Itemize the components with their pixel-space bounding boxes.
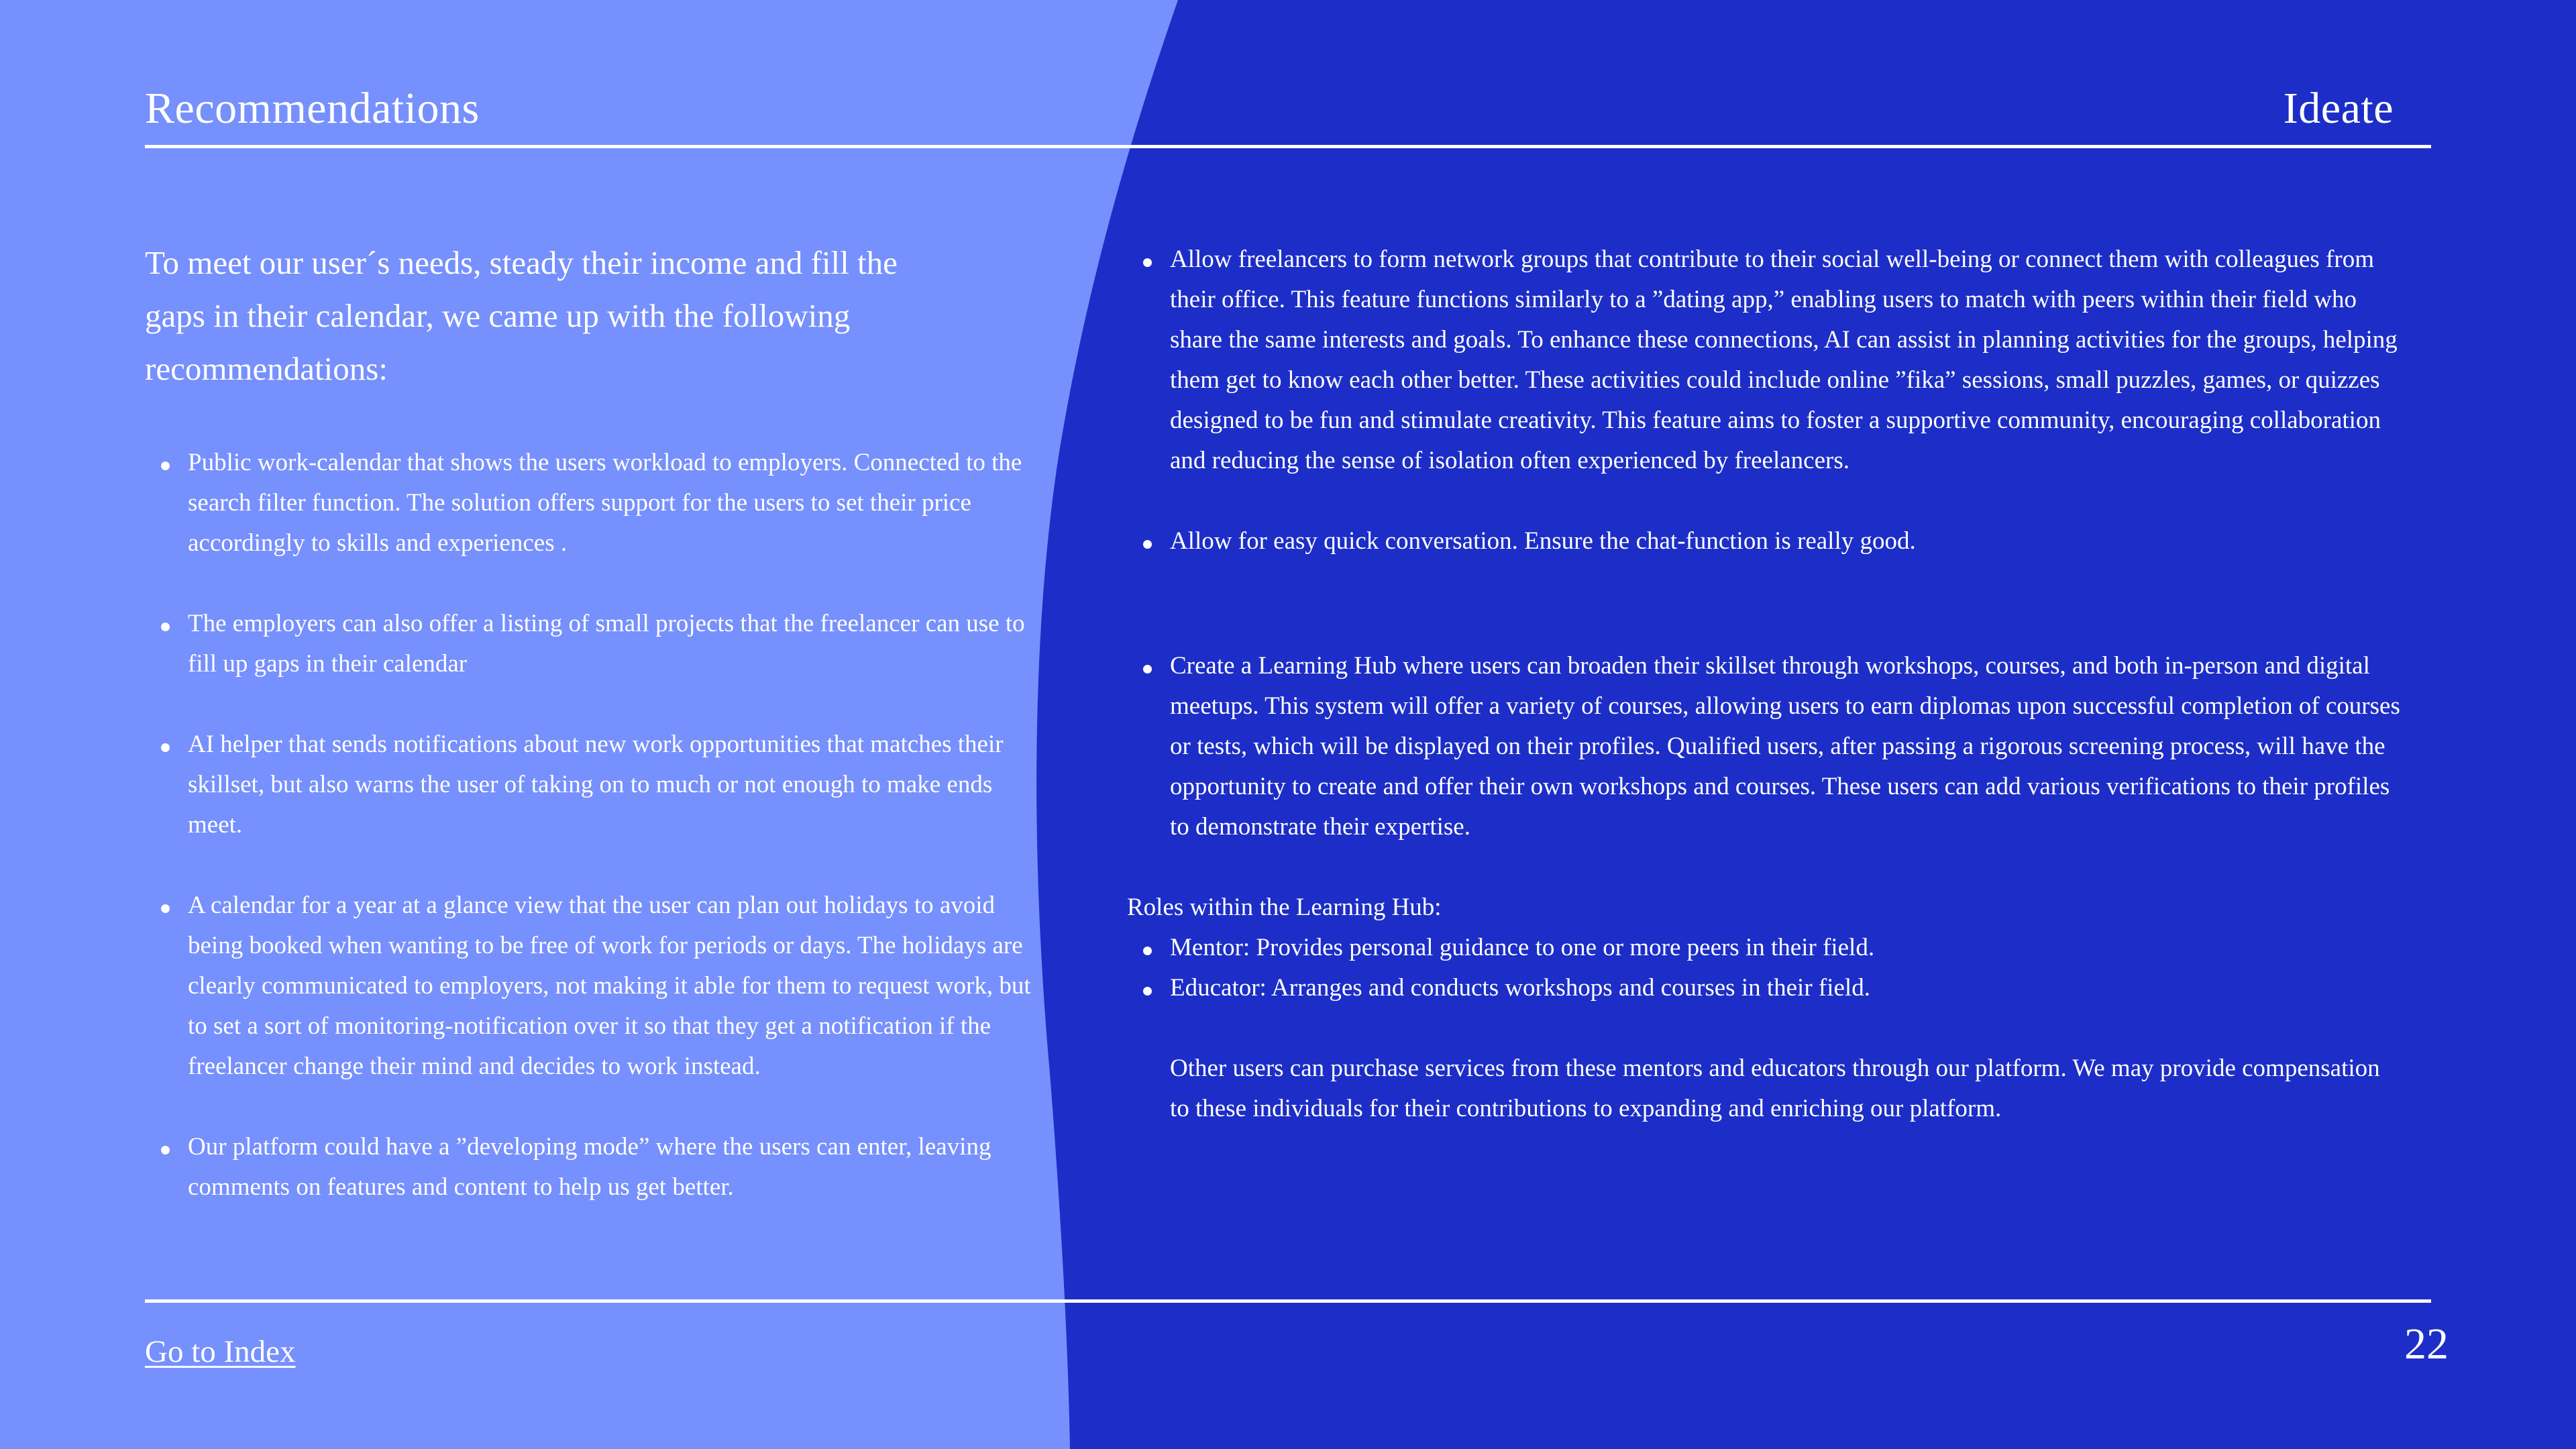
closing-text: Other users can purchase services from these mentors and educators through our platform. We may provide compensation to these individuals for their contributions to expanding and enriching our platform. [1170,1055,2380,1122]
page-title: Recommendations [145,84,480,133]
list-item: Allow for easy quick conversation. Ensure the chat-function is really good. [1127,521,2402,561]
list-item: Educator: Arranges and conducts workshops and courses in their field. [1127,968,2402,1008]
right-column [1127,239,2402,1129]
roles-heading: Roles within the Learning Hub: [1127,894,1442,921]
right-recommendation-list [1127,239,2402,847]
go-to-index-link[interactable]: Go to Index [145,1334,296,1369]
list-item: The employers can also offer a listing of small projects that the freelancer can use to fill up gaps in their calendar [145,604,1044,684]
left-recommendation-list [145,443,1044,1208]
roles-list [1127,928,2402,1008]
header-divider [145,145,2431,148]
page-number: 22 [2404,1320,2449,1368]
section-label: Ideate [2283,84,2394,133]
list-item: Create a Learning Hub where users can broaden their skillset through workshops, courses, and both in-person and digital meetups. This system will offer a variety of courses, allowing users to earn diplomas upon successful completion of courses or tests, which will be displayed on their profiles. Qualified users, after passing a rigorous screening process, will have the opportunity to create and offer their own workshops and courses. These users can add various verifications to their profiles to demonstrate their expertise. [1127,646,2402,847]
list-item: Allow freelancers to form network groups that contribute to their social well-being or connect them with colleagues from their office. This feature functions similarly to a ”dating app,” enabling users to match with peers within their field who share the same interests and goals. To enhance these connections, AI can assist in planning activities for the groups, helping them get to know each other better. These activities could include online ”fika” sessions, small puzzles, games, or quizzes designed to be fun and stimulate creativity. This feature aims to foster a supportive community, encouraging collaboration and reducing the sense of isolation often experienced by freelancers. [1127,239,2402,481]
list-item: AI helper that sends notifications about new work opportunities that matches their skillset, but also warns the user of taking on to much or not enough to make ends meet. [145,724,1044,845]
list-item: Mentor: Provides personal guidance to one or more peers in their field. [1127,928,2402,968]
list-item: Our platform could have a ”developing mode” where the users can enter, leaving comments on features and content to help us get better. [145,1127,1044,1208]
footer-divider [145,1299,2431,1303]
list-item: A calendar for a year at a glance view that the user can plan out holidays to avoid being booked when wanting to be free of work for periods or days. The holidays are clearly communicated to employers, not making it able for them to request work, but to set a sort of monitoring-notification over it so that they get a notification if the freelancer change their mind and decides to work instead. [145,885,1044,1087]
intro-text: To meet our user´s needs, steady their income and fill the gaps in their calendar, we came up with the following recommendations: [145,244,898,387]
list-item: Public work-calendar that shows the users workload to employers. Connected to the search filter function. The solution offers support for the users to set their price accordingly to skills and experiences . [145,443,1044,564]
